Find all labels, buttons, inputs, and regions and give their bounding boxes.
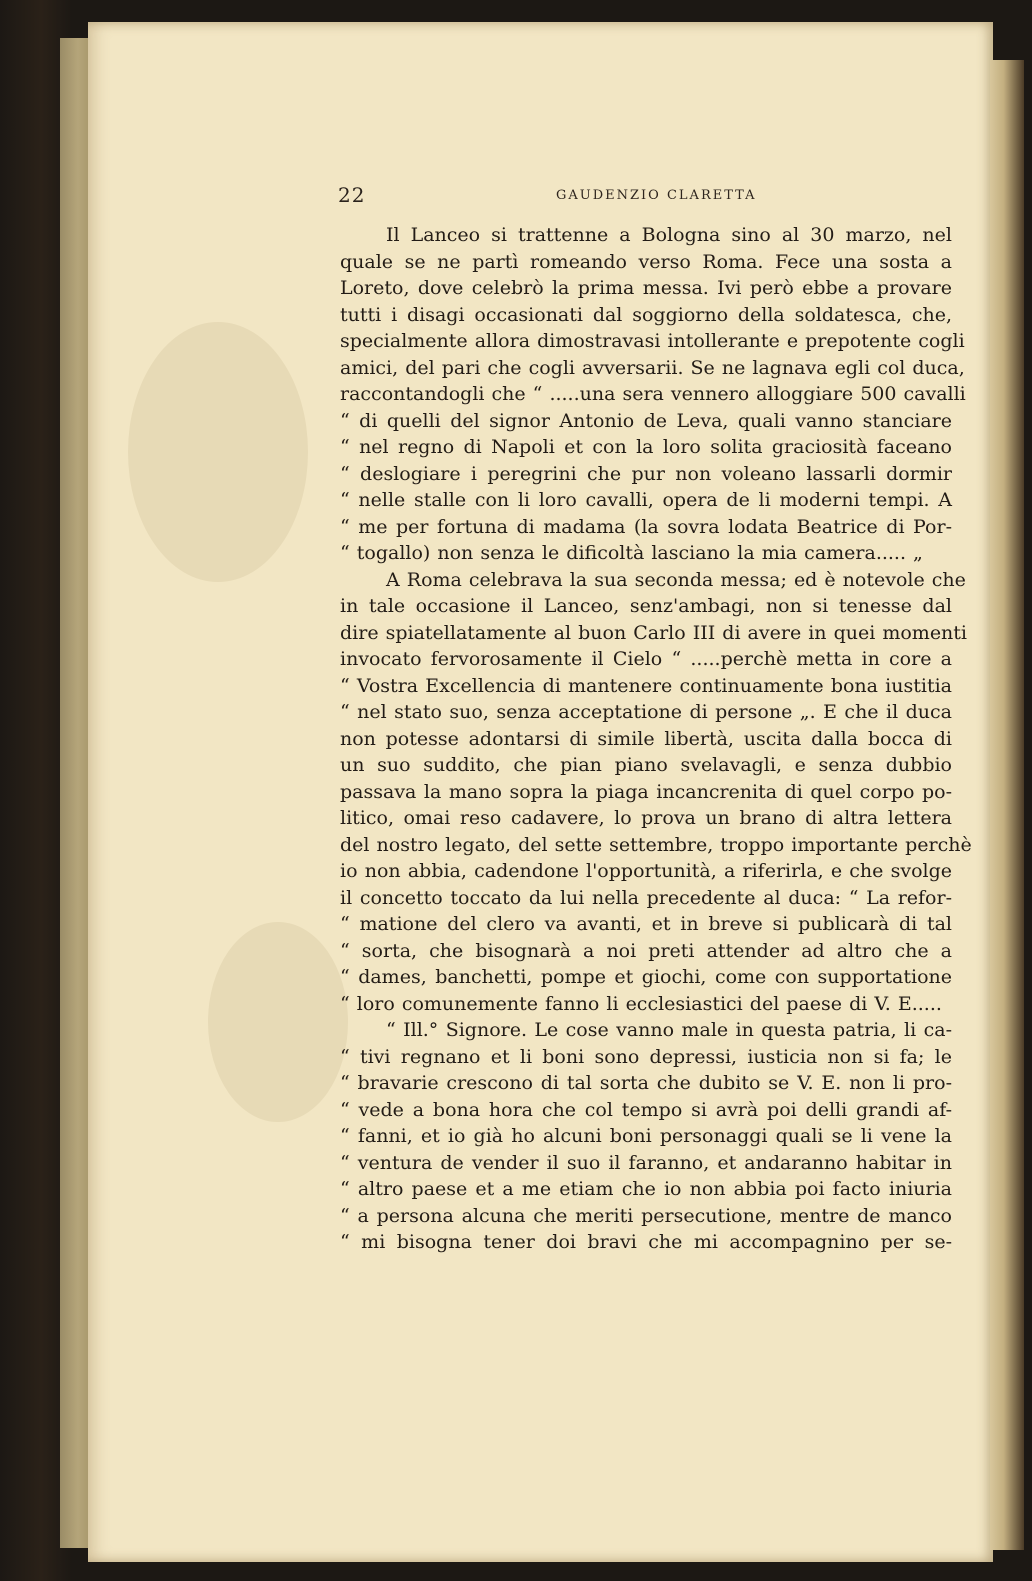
text-line: il concetto toccato da lui nella precedente al duca: “ La refor- — [340, 886, 952, 909]
text-line: “ nelle stalle con li loro cavalli, opera de li moderni tempi. A — [340, 489, 952, 511]
text-line: “ sorta, che bisognarà a noi preti attender ad altro che a — [340, 939, 952, 962]
text-line: tutti i disagi occasionati dal soggiorno della soldatesca, che, — [340, 303, 952, 326]
text-line: “ ventura de vender il suo il faranno, et andaranno habitar in — [340, 1151, 952, 1174]
text-line: “ deslogiare i peregrini che pur non voleano lassarli dormir — [340, 462, 952, 485]
text-line: “ togallo) non senza le dificoltà lasciano la mia camera..... „ — [340, 542, 923, 564]
text-line: passava la mano sopra la piaga incancrenita di quel corpo po- — [340, 780, 952, 803]
text-line: A Roma celebrava la sua seconda messa; ed è notevole che — [386, 568, 966, 591]
text-line: “ a persona alcuna che meriti persecutione, mentre de manco — [340, 1204, 952, 1227]
text-line: litico, omai reso cadavere, lo prova un brano di altra lettera — [340, 807, 952, 829]
text-line: amici, del pari che cogli avversarii. Se ne lagnava egli col duca, — [340, 356, 965, 379]
paper-stain — [128, 322, 308, 582]
text-line: “ di quelli del signor Antonio de Leva, quali vanno stanciare — [340, 409, 952, 432]
paper-stain — [208, 922, 348, 1122]
text-line: “ dames, banchetti, pompe et giochi, come con supportatione — [340, 966, 952, 988]
text-line: non potesse adontarsi di simile libertà, uscita dalla bocca di — [340, 727, 952, 750]
text-line: “ altro paese et a me etiam che io non abbia poi facto iniuria — [340, 1178, 952, 1200]
text-line: io non abbia, cadendone l'opportunità, a riferirla, e che svolge — [340, 860, 952, 882]
text-line: “ nel stato suo, senza acceptatione di persone „. E che il duca — [340, 701, 952, 723]
page-edge — [990, 60, 1024, 1550]
text-line: “ nel regno di Napoli et con la loro solita graciosità faceano — [340, 436, 952, 458]
text-line: “ me per fortuna di madama (la sovra lodata Beatrice di Por- — [340, 515, 952, 538]
text-line: specialmente allora dimostravasi intollerante e prepotente cogli — [340, 330, 965, 352]
body-text — [340, 222, 972, 1256]
text-line: “ Vostra Excellencia di mantenere continuamente bona iustitia — [340, 674, 952, 697]
page-number: 22 — [338, 183, 366, 207]
running-head: GAUDENZIO CLARETTA — [556, 188, 757, 203]
text-line: “ vede a bona hora che col tempo si avrà poi delli grandi af- — [340, 1098, 952, 1121]
page-header — [0, 183, 1032, 207]
text-line: “ fanni, et io già ho alcuni boni personaggi quali se li vene la — [340, 1125, 952, 1147]
text-line: invocato fervorosamente il Cielo “ .....perchè metta in core a — [340, 648, 952, 670]
text-line: “ mi bisogna tener doi bravi che mi accompagnino per se- — [340, 1231, 952, 1253]
text-line: “ Ill.° Signore. Le cose vanno male in questa patria, li ca- — [386, 1019, 952, 1041]
binding-edge — [60, 38, 90, 1548]
text-line: “ loro comunemente fanno li ecclesiastici del paese di V. E..... — [340, 992, 942, 1015]
text-line: “ matione del clero va avanti, et in breve si publicarà di tal — [340, 913, 952, 935]
text-line: raccontandogli che “ .....una sera vennero alloggiare 500 cavalli — [340, 383, 966, 405]
text-line: Il Lanceo si trattenne a Bologna sino al 30 marzo, nel — [386, 224, 952, 246]
text-line: del nostro legato, del sette settembre, troppo importante perchè — [340, 833, 972, 856]
text-line: in tale occasione il Lanceo, senz'ambagi, non si tenesse dal — [340, 595, 952, 617]
text-line: “ tivi regnano et li boni sono depressi, iusticia non si fa; le — [340, 1045, 952, 1068]
text-line: Loreto, dove celebrò la prima messa. Ivi però ebbe a provare — [340, 277, 952, 299]
text-line: “ bravarie crescono di tal sorta che dubito se V. E. non li pro- — [340, 1072, 952, 1094]
text-line: dire spiatellatamente al buon Carlo III di avere in quei momenti — [340, 621, 968, 644]
text-line: quale se ne partì romeando verso Roma. Fece una sosta a — [340, 250, 952, 273]
text-line: un suo suddito, che pian piano svelavagli, e senza dubbio — [340, 754, 952, 776]
